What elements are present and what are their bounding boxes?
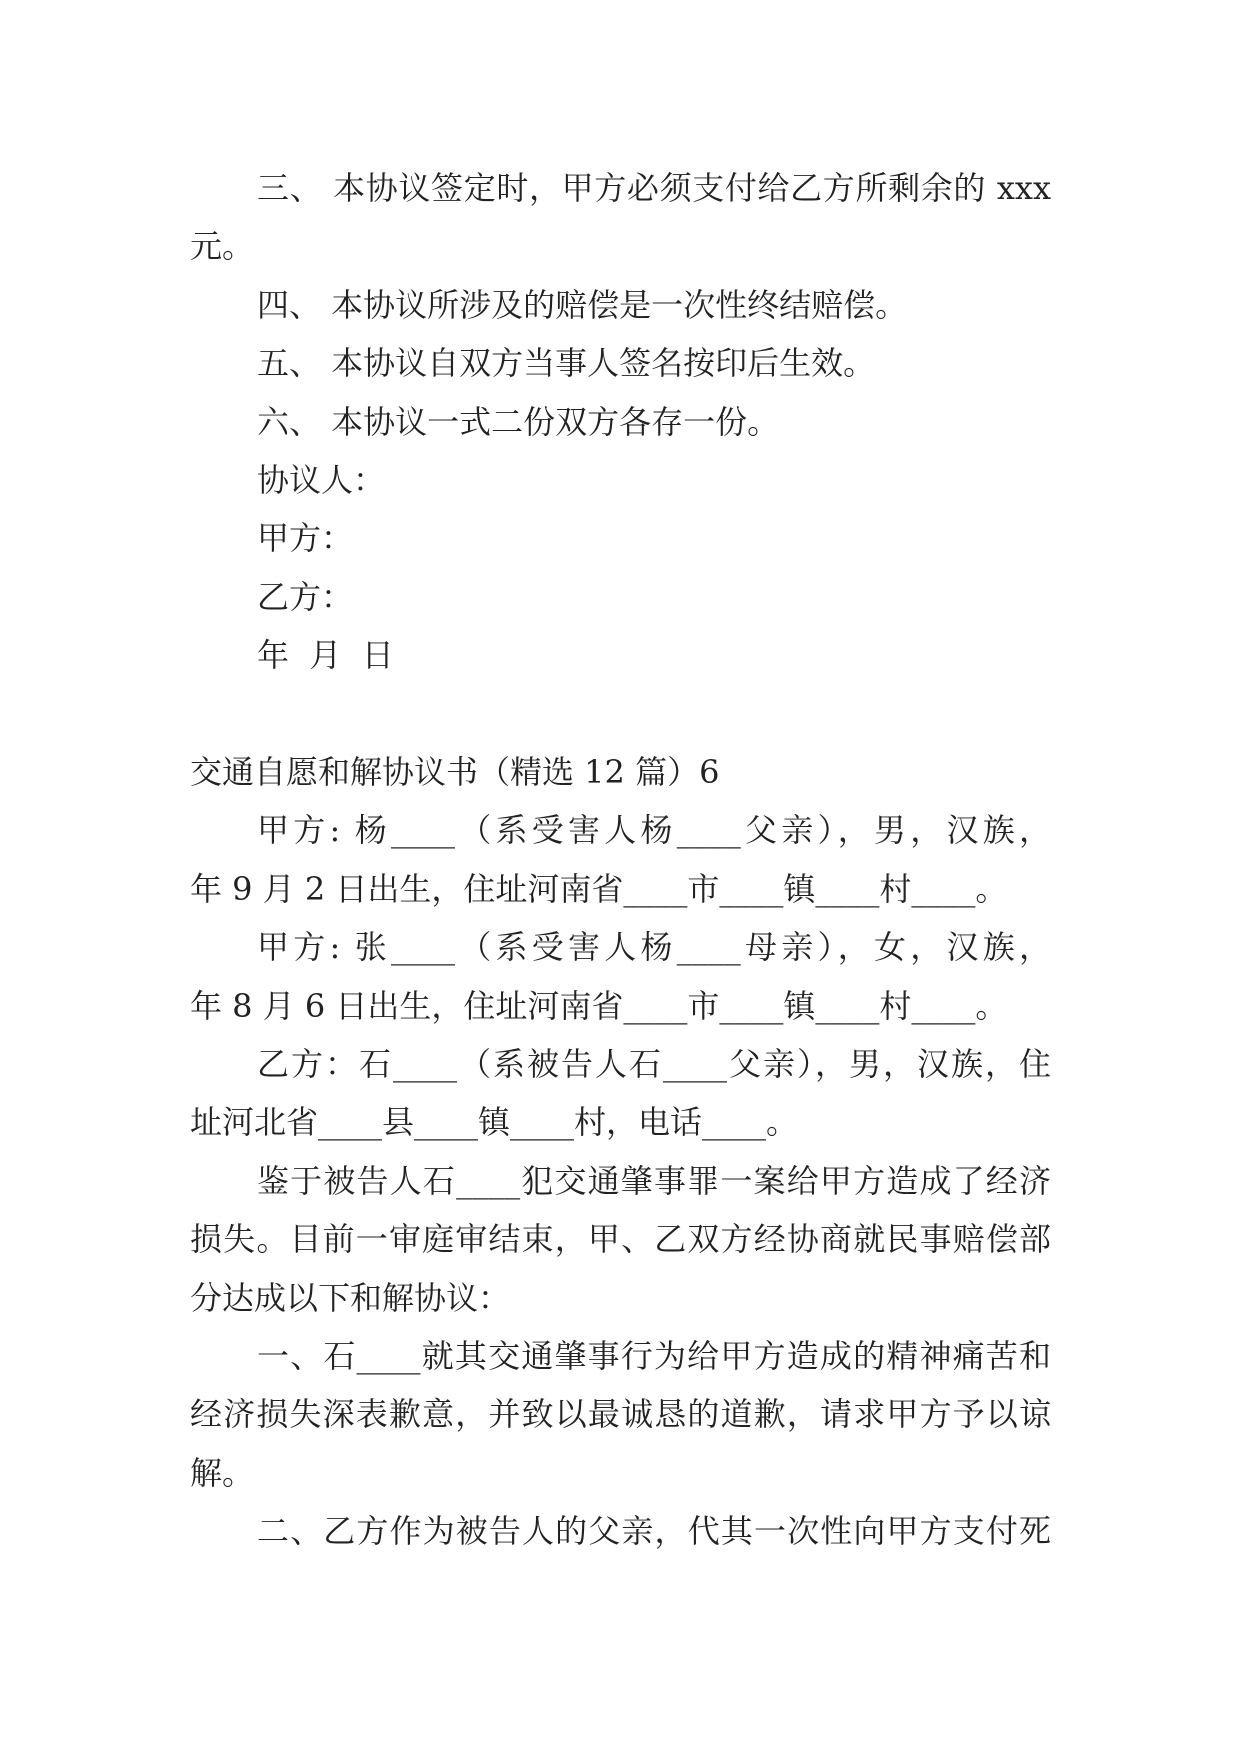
party-a-mother-line-2: 年 8 月 6 日出生，住址河南省____市____镇____村____。 [190,987,1008,1025]
party-a-signature: 甲方： [257,519,354,557]
clause-6: 六、 本协议一式二份双方各存一份。 [257,403,780,441]
section-title: 交通自愿和解协议书（精选 12 篇）6 [190,753,720,791]
preamble-line-2: 损失。目前一审庭审结束，甲、乙双方经协商就民事赔偿部 [190,1220,1051,1258]
party-b-line: 乙方：石____（系被告人石____父亲），男，汉族，住 [257,1045,1051,1083]
party-a-mother-line: 甲方: 张____（系受害人杨____母亲），女，汉族， [257,928,1051,966]
party-b-signature: 乙方： [257,578,354,616]
clause-3-line: 三、 本协议签定时，甲方必须支付给乙方所剩余的 xxx [257,169,1051,207]
preamble-line-1: 鉴于被告人石____犯交通肇事罪一案给甲方造成了经济 [257,1162,1051,1200]
clause-3-continuation: 元。 [190,227,255,265]
date-line: 年 月 日 [257,636,394,674]
term-1-line-1: 一、石____就其交通肇事行为给甲方造成的精神痛苦和 [257,1337,1051,1375]
party-b-line-2: 址河北省____县____镇____村，电话____。 [190,1103,799,1141]
term-1-line-2: 经济损失深表歉意，并致以最诚恳的道歉，请求甲方予以谅 [190,1395,1051,1433]
signatories-label: 协议人： [257,461,386,499]
term-2-line-1: 二、乙方作为被告人的父亲，代其一次性向甲方支付死 [257,1512,1051,1550]
party-a-father-line: 甲方: 杨____（系受害人杨____父亲），男，汉族， [257,811,1051,849]
clause-4: 四、 本协议所涉及的赔偿是一次性终结赔偿。 [257,286,908,324]
party-a-father-line-2: 年 9 月 2 日出生，住址河南省____市____镇____村____。 [190,870,1008,908]
term-1-line-3: 解。 [190,1454,255,1492]
clause-5: 五、 本协议自双方当事人签名按印后生效。 [257,344,876,382]
preamble-line-3: 分达成以下和解协议： [190,1279,511,1317]
